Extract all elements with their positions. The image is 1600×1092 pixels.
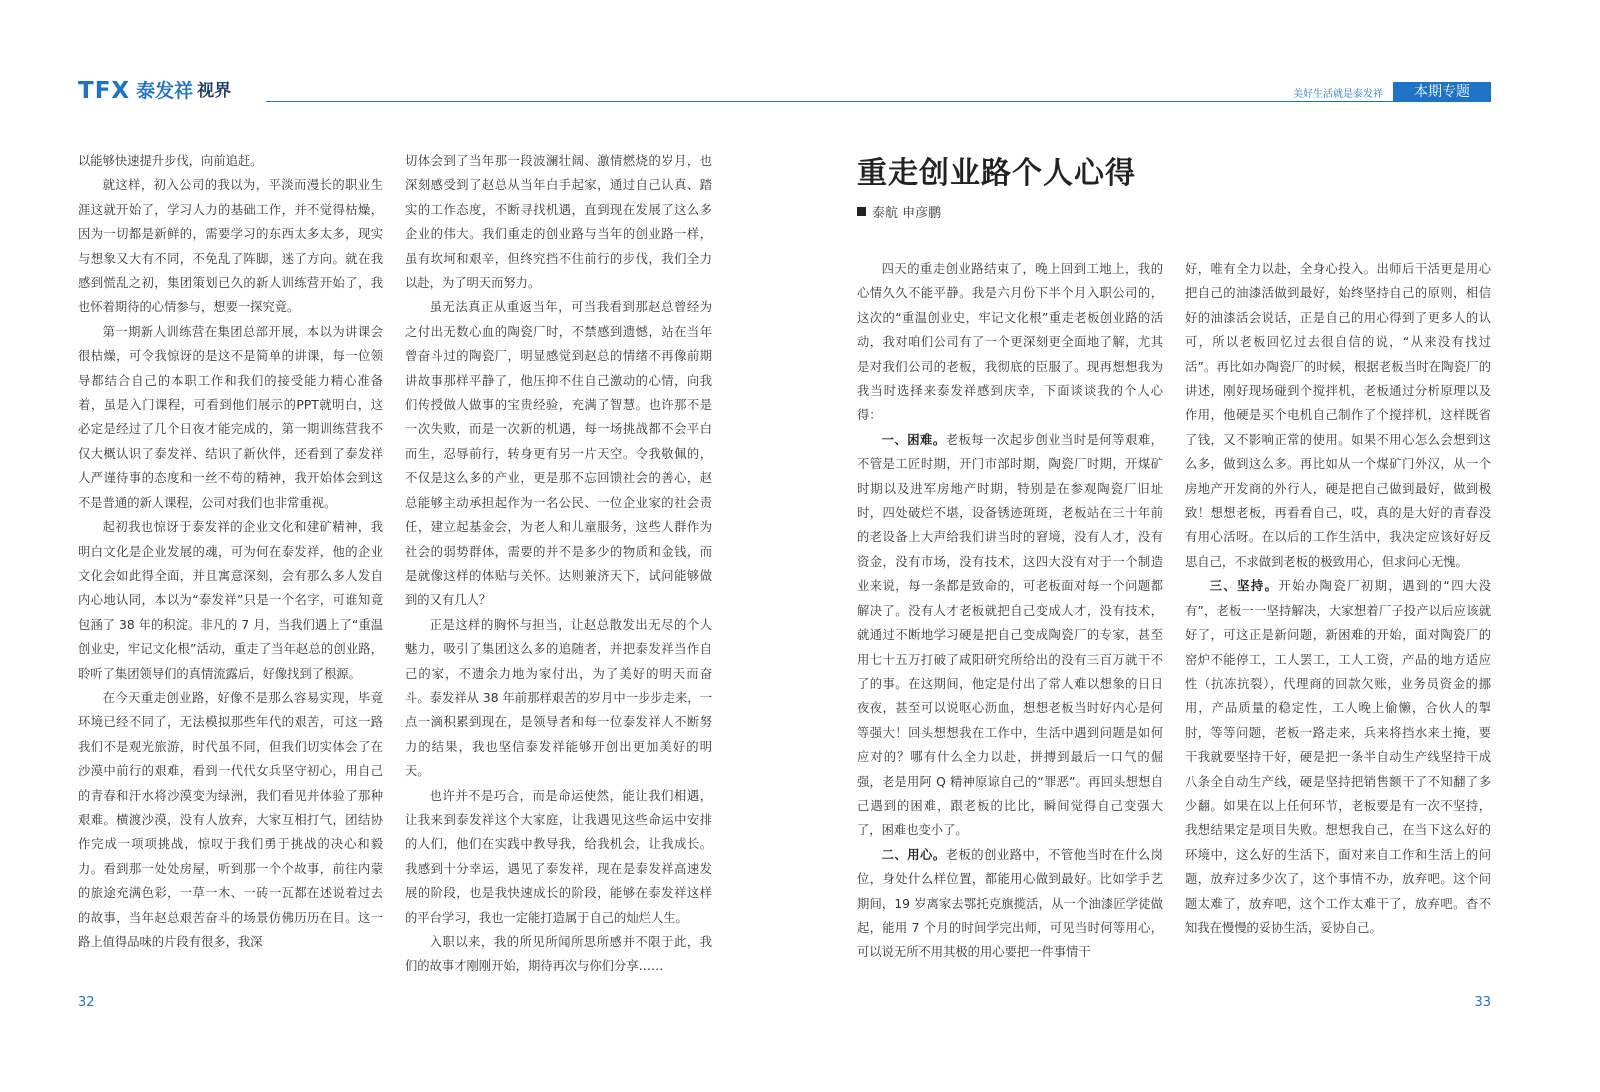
paragraph: 以能够快速提升步伐，向前追赶。 bbox=[78, 154, 263, 168]
paragraph: 也许并不是巧合，而是命运使然，能让我们相遇，让我来到泰发祥这个大家庭，让我遇见这些命运中安排的人们，他们在实践中教导我，给我机会，让我成长。我感到十分幸运，遇见了泰发祥，现在是泰发祥高速发展的阶段，也是我快速成长的阶段，能够在泰发祥这样的平台学习，我也一定能打造属于自己的灿烂人生。 bbox=[405, 788, 712, 925]
paragraph bbox=[857, 428, 1163, 843]
page-number-right: 33 bbox=[1474, 995, 1491, 1010]
section-heading: 一、困难。 bbox=[881, 432, 946, 447]
paragraph: 好，唯有全力以赴，全身心投入。出师后干活更是用心把自己的油漆活做到最好，始终坚持自己的原则，相信好的油漆活会说话，正是自己的用心得到了更多人的认可，所以老板回忆过去很自信的说，“从来没有找过活”。再比如办陶瓷厂的时候，根据老板当时在陶瓷厂的讲述，刚好现场碰到个搅拌机，老板通过分析原理以及作用，他硬是买个电机自己制作了个搅拌机，这样既省了钱，又不影响正常的使用。如果不用心怎么会想到这么多，做到这么多。再比如从一个煤矿门外汉，从一个房地产开发商的外行人，硬是把自己做到最好，做到极致！想想老板，再看看自己，哎，真的是大好的青春没有用心活呀。在以后的工作生活中，我决定应该好好反思自己，不求做到老板的极致用心，但求问心无愧。 bbox=[1185, 262, 1491, 569]
left-page-column-2 bbox=[405, 149, 712, 979]
page-number-left: 32 bbox=[78, 995, 95, 1010]
paragraph: 起初我也惊讶于泰发祥的企业文化和建矿精神，我明白文化是企业发展的魂，可为何在泰发祥，他的企业文化会如此得全面，并且寓意深刻，会有那么多人发自内心地认同，本以为“泰发祥”只是一个名字，可谁知竟包涵了 38 年的积淀。非凡的 7 月，当我们遇上了“重温创业史，牢记文化根”活动，重走了当年赵总的创业路，聆听了集团领导们的真情流露后，好像找到了根源。 bbox=[78, 520, 383, 681]
section-text: 老板每一次起步创业当时是何等艰难，不管是工匠时期，开门市部时期，陶瓷厂时期，开煤矿时期以及进军房地产时期，特别是在参观陶瓷厂旧址时，四处破烂不堪，设备锈迹斑斑，老板站在三十年前的老设备上大声给我们讲当时的窘境，没有人才，没有资金，没有市场，没有技术，这四大没有对于一个制造业来说，每一条都是致命的，可老板面对每一个问题都解决了。没有人才老板就把自己变成人才，没有技术，就通过不断地学习硬是把自己变成陶瓷厂的专家，甚至用七十五万打破了咸阳研究所给出的没有三百万就干不了的事。在这期间，他定是付出了常人难以想象的日日夜夜，甚至可以说呕心沥血，想想老板当时好内心是何等强大！回头想想我在工作中，生活中遇到问题是如何应对的？哪有什么全力以赴，拼搏到最后一口气的倔强，老是用阿 Q 精神原谅自己的“罪恶”。再回头想想自己遇到的困难，跟老板的比比，瞬间觉得自己变强大了，困难也变小了。 bbox=[857, 432, 1163, 838]
left-page-column-1 bbox=[78, 149, 383, 954]
page-header bbox=[78, 78, 1491, 104]
paragraph bbox=[857, 843, 1163, 965]
section-heading: 三、坚持。 bbox=[1209, 579, 1279, 594]
logo-tfx: TFX bbox=[78, 78, 131, 104]
paragraph: 四天的重走创业路结束了，晚上回到工地上，我的心情久久不能平静。我是六月份下半个月入职公司的，这次的“重温创业史，牢记文化根”重走老板创业路的活动，我对咱们公司有了一个更深刻更全面地了解，尤其是对我们公司的老板，我彻底的臣服了。现再想想我为我当时选择来泰发祥感到庆幸，下面谈谈我的个人心得： bbox=[857, 262, 1163, 423]
author-names: 泰航 申彦鹏 bbox=[872, 206, 942, 221]
article-byline bbox=[857, 202, 941, 221]
section-tag: 本期专题 bbox=[1393, 82, 1491, 102]
section-heading: 二、用心。 bbox=[881, 847, 946, 862]
header-rule bbox=[266, 101, 1491, 102]
paragraph bbox=[1185, 574, 1491, 940]
paragraph: 就这样，初入公司的我以为，平淡而漫长的职业生涯这就开始了，学习人力的基础工作，并不觉得枯燥，因为一切都是新鲜的，需要学习的东西太多太多，现实与想象又大有不同，不免乱了阵脚，迷了方向。就在我感到慌乱之初，集团策划已久的新人训练营开始了，我也怀着期待的心情参与，想要一探究竟。 bbox=[78, 178, 383, 315]
square-bullet-icon bbox=[857, 207, 866, 216]
paragraph: 正是这样的胸怀与担当，让赵总散发出无尽的个人魅力，吸引了集团这么多的追随者，并把泰发祥当作自己的家，不遗余力地为家付出，为了美好的明天而奋斗。泰发祥从 38 年前那样艰苦的岁月中一步步走来，一点一滴积累到现在，是领导者和每一位泰发祥人不断努力的结果，我也坚信泰发祥能够开创出更加美好的明天。 bbox=[405, 617, 712, 779]
right-page-column-1 bbox=[857, 257, 1163, 965]
logo bbox=[78, 78, 231, 104]
paragraph: 第一期新人训练营在集团总部开展，本以为讲课会很枯燥，可令我惊讶的是这不是简单的讲课，每一位领导都结合自己的本职工作和我们的接受能力精心准备着，虽是入门课程，可看到他们展示的PPT就明白，这必定是经过了几个日夜才能完成的，第一期训练营我不仅大概认识了泰发祥、结识了新伙伴，还看到了泰发祥人严谨待事的态度和一丝不苟的精神，我开始体会到这不是普通的新人课程，公司对我们也非常重视。 bbox=[78, 324, 383, 510]
paragraph: 切体会到了当年那一段波澜壮阔、激情燃烧的岁月，也深刻感受到了赵总从当年白手起家，通过自己认真、踏实的工作态度，不断寻找机遇，直到现在发展了这么多企业的伟大。我们重走的创业路与当年的创业路一样，虽有坎坷和艰辛，但终究挡不住前行的步伐，我们全力以赴，为了明天而努力。 bbox=[405, 154, 712, 291]
section-text: 老板的创业路中，不管他当时在什么岗位，身处什么样位置，都能用心做到最好。比如学手艺期间，19 岁离家去鄂托克旗揽活，从一个油漆匠学徒做起，能用 7 个月的时间学完出师，可见当时何等用心，可以说无所不用其极的用心要把一件事情干 bbox=[857, 847, 1163, 960]
section-text: 开始办陶瓷厂初期，遇到的“四大没有”，老板一一坚持解决，大家想着厂子投产以后应该就好了，可这正是新问题，新困难的开始，面对陶瓷厂的窑炉不能停工，工人罢工，工人工资，产品的地方适应性（抗冻抗裂），代理商的回款欠账，业务员资金的挪用，产品质量的稳定性，工人晚上偷懒，合伙人的掣肘，等等问题，老板一路走来，兵来将挡水来土掩，要干我就要坚持干好，硬是把一条半自动生产线坚持干成八条全自动生产线，硬是坚持把销售额干了不知翻了多少翻。如果在以上任何环节，老板要是有一次不坚持，我想结果定是项目失败。想想我自己，在当下这么好的环境中，这么好的生活下，面对来自工作和生活上的问题，放弃过多少次了，这个事情不办，放弃吧。这个问题太难了，放弃吧，这个工作太难干了，放弃吧。杳不知我在慢慢的妥协生活，妥协自己。 bbox=[1185, 579, 1491, 935]
logo-view: 视界 bbox=[197, 81, 232, 101]
header-slogan: 美好生活就是泰发祥 bbox=[1293, 89, 1383, 100]
right-page-column-2 bbox=[1185, 257, 1491, 940]
logo-brand: 泰发祥 bbox=[136, 80, 194, 102]
article-title: 重走创业路个人心得 bbox=[857, 156, 1136, 191]
paragraph: 入职以来，我的所见所闻所思所感并不限于此，我们的故事才刚刚开始，期待再次与你们分享…… bbox=[405, 935, 712, 974]
paragraph: 在今天重走创业路，好像不是那么容易实现，毕竟环境已经不同了，无法模拟那些年代的艰苦，可这一路我们不是观光旅游，时代虽不同，但我们切实体会了在沙漠中前行的艰难，看到一代代女兵坚守初心，用自己的青春和汗水将沙漠变为绿洲，我们看见并体验了那种艰难。横渡沙漠，没有人放弃，大家互相打气，团结协作完成一项项挑战，惊叹于我们勇于挑战的决心和毅力。看到那一处处房屋，听到那一个个故事，前往内蒙的旅途充满色彩，一草一木、一砖一瓦都在述说着过去的故事，当年赵总艰苦奋斗的场景仿佛历历在目。这一路上值得品味的片段有很多，我深 bbox=[78, 690, 383, 949]
paragraph: 虽无法真正从重返当年，可当我看到那赵总曾经为之付出无数心血的陶瓷厂时，不禁感到遗憾，站在当年曾奋斗过的陶瓷厂，明显感觉到赵总的情绪不再像前期讲故事那样平静了，他压抑不住自己激动的心情，向我们传授做人做事的宝贵经验，充满了智慧。也许那不是一次失败，而是一次新的机遇，每一场挑战都不会平白而生，忍辱前行，转身更有另一片天空。令我敬佩的，不仅是这么多的产业，更是那不忘回馈社会的善心，赵总能够主动承担起作为一名公民、一位企业家的社会责任，建立起基金会，为老人和儿童服务，这些人群作为社会的弱势群体，需要的并不是多少的物质和金钱，而是就像这样的体贴与关怀。达则兼济天下，试问能够做到的又有几人？ bbox=[405, 300, 712, 608]
